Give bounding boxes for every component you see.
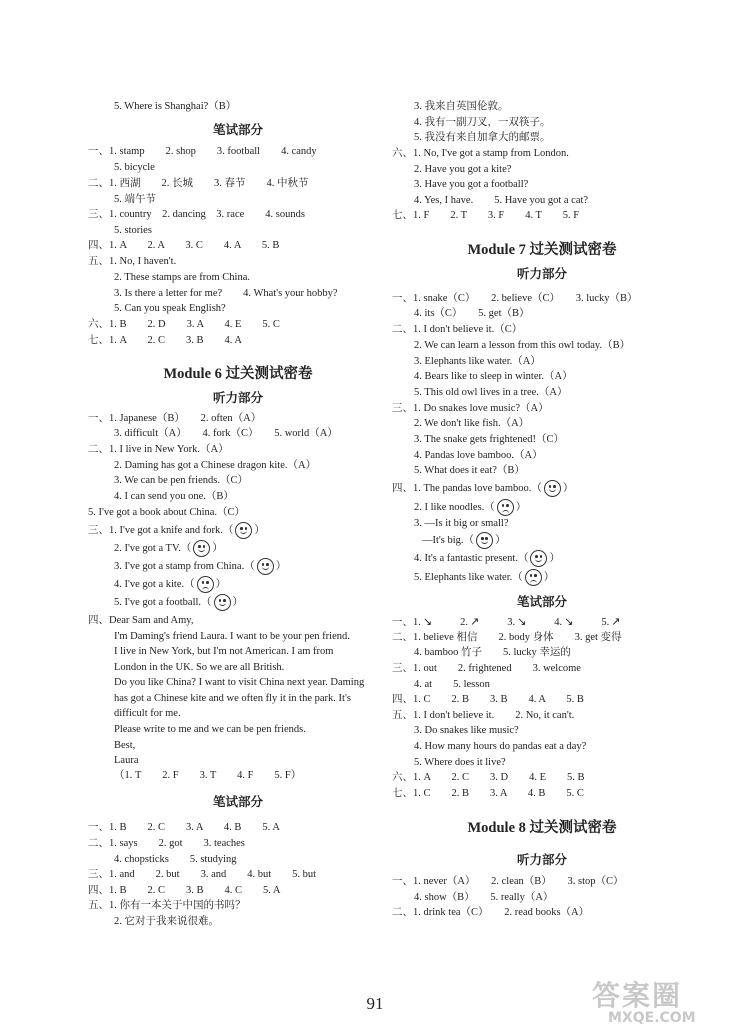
letter-line: difficult for me. xyxy=(114,708,181,719)
answer-line: 4. at 5. lesson xyxy=(414,679,490,690)
smiley-face-icon xyxy=(257,558,274,575)
answer-line: 五、1. 你有一本关于中国的书吗？ xyxy=(88,900,246,911)
letter-line: I'm Daming's friend Laura. I want to be your pen friend. xyxy=(114,631,350,642)
answer-line: 3. 我来自英国伦敦。 xyxy=(414,101,509,112)
paren-close: ） xyxy=(495,535,506,546)
letter-line: Do you like China? I want to visit China next year. Daming xyxy=(114,677,365,688)
answer-line: 七、1. A 2. C 3. B 4. A xyxy=(88,335,243,346)
answer-line-face xyxy=(114,576,226,594)
answer-line-face xyxy=(414,499,526,517)
answer-line: 5. Can you speak English? xyxy=(114,303,226,314)
answer-line: 5. 端午节 xyxy=(114,194,156,205)
answer-line: 4. Pandas love bamboo.（A） xyxy=(414,450,543,461)
answer-line: 二、1. I don't believe it.（C） xyxy=(392,324,523,335)
answer-line-face xyxy=(392,480,573,498)
answer-line: 5. This old owl lives in a tree.（A） xyxy=(414,387,568,398)
letter-line: has got a Chinese kite and we often fly it in the park. It's xyxy=(114,693,351,704)
paren-close: ） xyxy=(215,579,227,590)
answer-line: 2. We can learn a lesson from this owl today.（B） xyxy=(414,340,631,351)
answer-line: 4. I can send you one.（B） xyxy=(114,491,234,502)
answer-line: 一、1. snake（C） 2. believe（C） 3. lucky（B） xyxy=(392,293,638,304)
answer-line: 3. The snake gets frightened!（C） xyxy=(414,434,564,445)
answer-line: 2. 它对于我来说很难。 xyxy=(114,916,219,927)
answer-line: 三、1. out 2. frightened 3. welcome xyxy=(392,663,581,674)
falling-arrow-icon: ↘ xyxy=(517,615,527,628)
answer-line-face xyxy=(114,558,286,576)
smiley-face-icon xyxy=(214,594,231,611)
answer-line: 二、1. I live in New York.（A） xyxy=(88,444,229,455)
answer-line: 二、1. says 2. got 3. teaches xyxy=(88,838,245,849)
letter-line: London in the UK. So we are all British. xyxy=(114,662,285,673)
answer-text: 三、1. I've got a knife and fork.（ xyxy=(88,525,234,536)
item-label: 5. xyxy=(601,617,610,628)
answer-line: 五、1. I don't believe it. 2. No, it can't. xyxy=(392,710,575,721)
smiley-face-icon xyxy=(235,522,252,539)
paren-close: ） xyxy=(543,572,555,583)
answer-line: 二、1. 西湖 2. 长城 3. 春节 4. 中秋节 xyxy=(88,178,309,189)
answer-line: 4. bamboo 竹子 5. lucky 幸运的 xyxy=(414,647,571,658)
paren-close: ） xyxy=(232,597,244,608)
section-heading-listening: 听力部分 xyxy=(212,391,263,405)
answer-line: 六、1. No, I've got a stamp from London. xyxy=(392,148,569,159)
answer-line-face xyxy=(414,569,554,587)
item-label: 4. xyxy=(554,617,563,628)
answer-line: 4. its（C） 5. get（B） xyxy=(414,308,530,319)
answer-text: 3. I've got a stamp from China.（ xyxy=(114,561,255,572)
answer-line: 5. 我没有来自加拿大的邮票。 xyxy=(414,132,551,143)
answer-line: 2. We don't like fish.（A） xyxy=(414,418,530,429)
section-heading-written: 笔试部分 xyxy=(516,595,567,609)
sad-face-icon xyxy=(497,499,514,516)
rising-arrow-icon: ↗ xyxy=(469,615,480,628)
answer-line-face xyxy=(414,550,560,568)
answer-line: 5. Where does it live? xyxy=(414,757,506,768)
item-label: 2. xyxy=(460,617,468,628)
answer-line: 4. Yes, I have. 5. Have you got a cat? xyxy=(414,195,589,206)
answer-line: （1. T 2. F 3. T 4. F 5. F） xyxy=(114,770,302,781)
paren-close: ） xyxy=(275,561,287,572)
section-heading-listening: 听力部分 xyxy=(516,267,567,281)
answer-line: 5. stories xyxy=(114,225,152,236)
answer-line: 七、1. C 2. B 3. A 4. B 5. C xyxy=(392,788,584,799)
falling-arrow-icon: ↘ xyxy=(422,615,433,628)
paren-close: ） xyxy=(562,483,574,494)
falling-arrow-icon: ↘ xyxy=(564,615,574,628)
answer-line-face xyxy=(114,594,243,612)
module-7-title: Module 7 过关测试密卷 xyxy=(467,242,617,258)
answer-text: 2. I've got a TV.（ xyxy=(114,543,192,554)
answer-line: 七、1. F 2. T 3. F 4. T 5. F xyxy=(392,210,580,221)
smiley-face-icon xyxy=(476,532,493,549)
paren-close: ） xyxy=(549,553,560,564)
watermark-logo xyxy=(588,972,748,1030)
answer-line: 三、1. and 2. but 3. and 4. but 5. but xyxy=(88,869,317,880)
answer-line: 一、1. B 2. C 3. A 4. B 5. A xyxy=(88,822,280,833)
section-heading-written: 笔试部分 xyxy=(212,123,263,137)
letter-line: I live in New York, but I'm not American. I am from xyxy=(114,646,334,657)
answer-line: 五、1. No, I haven't. xyxy=(88,256,177,267)
letter-line: 四、Dear Sam and Amy, xyxy=(88,615,194,626)
letter-line: Laura xyxy=(114,755,139,766)
answer-text: 4. I've got a kite.（ xyxy=(114,579,195,590)
answer-line: 3. —Is it big or small? xyxy=(414,518,509,529)
answer-line: 3. We can be pen friends.（C） xyxy=(114,475,248,486)
answer-line: 六、1. A 2. C 3. D 4. E 5. B xyxy=(392,772,585,783)
module-6-title: Module 6 过关测试密卷 xyxy=(163,366,313,382)
section-heading-listening: 听力部分 xyxy=(516,853,567,867)
answer-line: 3. Elephants like water.（A） xyxy=(414,356,541,367)
paren-close: ） xyxy=(515,502,527,513)
sad-face-icon xyxy=(525,569,542,586)
answer-line: 5. What does it eat?（B） xyxy=(414,465,525,476)
smiley-face-icon xyxy=(530,550,547,567)
letter-line: Best, xyxy=(114,740,136,751)
smiley-face-icon xyxy=(544,480,561,497)
answer-line: 4. 我有一副刀叉，一双筷子。 xyxy=(414,117,551,128)
answer-line: 一、1. never（A） 2. clean（B） 3. stop（C） xyxy=(392,876,624,887)
answer-line: 5. Where is Shanghai?（B） xyxy=(114,101,237,112)
letter-line: Please write to me and we can be pen friends. xyxy=(114,724,306,735)
answer-line: 4. show（B） 5. really（A） xyxy=(414,892,554,903)
answer-line: 2. Have you got a kite? xyxy=(414,164,512,175)
answer-line: 六、1. B 2. D 3. A 4. E 5. C xyxy=(88,319,280,330)
answer-line: 一、1. stamp 2. shop 3. football 4. candy xyxy=(88,146,317,157)
answer-line: 3. Is there a letter for me? 4. What's your hobby? xyxy=(114,288,338,299)
watermark-text: 答案圈 xyxy=(592,979,683,1012)
answer-line: 5. I've got a book about China.（C） xyxy=(88,507,246,518)
answer-line: 2. Daming has got a Chinese dragon kite.（A） xyxy=(114,460,317,471)
answer-line: 四、1. B 2. C 3. B 4. C 5. A xyxy=(88,885,281,896)
item-label: 一、1. xyxy=(392,617,421,628)
answer-text: —It's big.（ xyxy=(422,535,475,546)
answer-line: 二、1. believe 相信 2. body 身体 3. get 变得 xyxy=(392,632,622,643)
answer-line: 一、1. Japanese（B） 2. often（A） xyxy=(88,413,262,424)
answer-line: 二、1. drink tea（C） 2. read books（A） xyxy=(392,907,590,918)
answer-line: 4. How many hours do pandas eat a day? xyxy=(414,741,587,752)
answer-line: 2. These stamps are from China. xyxy=(114,272,250,283)
answer-line-face xyxy=(114,540,223,558)
section-heading-written: 笔试部分 xyxy=(212,795,263,809)
answer-text: 4. It's a fantastic present.（ xyxy=(414,553,529,564)
answer-line-face xyxy=(422,532,506,550)
answer-text: 四、1. The pandas love bamboo.（ xyxy=(392,483,542,494)
answer-line: 4. chopsticks 5. studying xyxy=(114,854,237,865)
intonation-line xyxy=(392,615,622,630)
watermark-url: MXQE.COM xyxy=(608,1010,696,1026)
page-number: 91 xyxy=(366,994,384,1013)
answer-text: 2. I like noodles.（ xyxy=(414,502,495,513)
answer-line: 3. Do snakes like music? xyxy=(414,725,519,736)
paren-close: ） xyxy=(212,543,223,554)
answer-line: 3. Have you got a football? xyxy=(414,179,529,190)
rising-arrow-icon: ↗ xyxy=(611,615,621,628)
paren-close: ） xyxy=(254,525,265,536)
sad-face-icon xyxy=(197,576,214,593)
answer-line: 3. difficult（A） 4. fork（C） 5. world（A） xyxy=(114,428,338,439)
item-label: 3. xyxy=(507,617,516,628)
answer-line-face xyxy=(88,522,265,540)
module-8-title: Module 8 过关测试密卷 xyxy=(467,820,617,836)
answer-line: 5. bicycle xyxy=(114,162,155,173)
answer-line: 三、1. Do snakes love music?（A） xyxy=(392,403,549,414)
answer-line: 四、1. A 2. A 3. C 4. A 5. B xyxy=(88,240,280,251)
answer-text: 5. Elephants like water.（ xyxy=(414,572,523,583)
answer-text: 5. I've got a football.（ xyxy=(114,597,212,608)
smiley-face-icon xyxy=(193,540,210,557)
answer-line: 4. Bears like to sleep in winter.（A） xyxy=(414,371,573,382)
answer-line: 三、1. country 2. dancing 3. race 4. sounds xyxy=(88,209,305,220)
answer-line: 四、1. C 2. B 3. B 4. A 5. B xyxy=(392,694,584,705)
